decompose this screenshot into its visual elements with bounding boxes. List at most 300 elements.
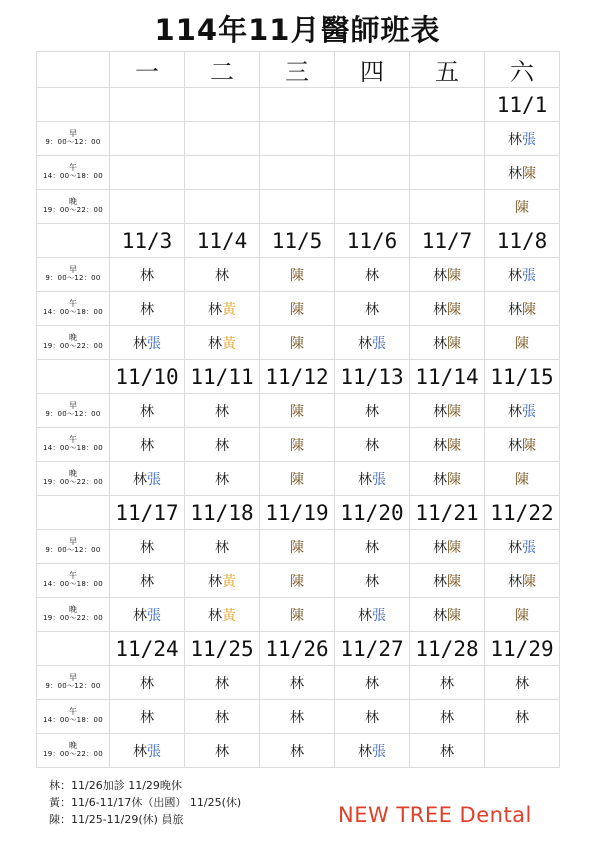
doctor-name: 林 [358,471,372,488]
date-row-label [37,360,110,394]
shift-label [37,564,110,598]
shift-row [37,428,560,462]
shift-cell [335,292,410,326]
shift-cell [260,428,335,462]
shift-cell [410,156,485,190]
doctor-name: 林 [133,335,147,352]
shift-name: 午 [69,299,77,309]
doctor-name: 陳 [290,471,304,488]
shift-cell [110,156,185,190]
shift-cell [485,122,560,156]
shift-cell [260,258,335,292]
shift-cell [110,462,185,496]
doctor-name: 林 [508,301,522,318]
shift-cell [110,122,185,156]
shift-row [37,258,560,292]
shift-cell [260,190,335,224]
date-cell: 11/20 [335,496,410,530]
doctor-name: 林 [433,573,447,590]
shift-cell [185,598,260,632]
doctor-name: 張 [522,539,536,556]
date-row [37,224,560,258]
shift-cell [410,122,485,156]
shift-name: 晚 [69,605,77,615]
doctor-name: 林 [140,709,154,726]
doctor-name: 陳 [447,437,461,454]
shift-cell [185,700,260,734]
doctor-name: 張 [372,471,386,488]
doctor-name: 陳 [447,471,461,488]
shift-cell [260,734,335,768]
date-cell: 11/6 [335,224,410,258]
doctor-name: 陳 [290,301,304,318]
shift-time: 19：00～22：00 [43,342,103,351]
shift-cell [185,258,260,292]
doctor-name: 林 [215,743,229,760]
doctor-name: 林 [440,743,454,760]
shift-cell [410,326,485,360]
doctor-name: 林 [208,607,222,624]
doctor-name: 林 [290,709,304,726]
shift-cell [110,258,185,292]
shift-cell [260,700,335,734]
shift-cell [185,666,260,700]
shift-cell [185,190,260,224]
shift-label [37,700,110,734]
shift-cell [410,700,485,734]
doctor-name: 黃 [222,573,236,590]
shift-cell [110,292,185,326]
shift-cell [110,734,185,768]
doctor-name: 陳 [522,165,536,182]
shift-row [37,292,560,326]
doctor-name: 林 [365,573,379,590]
shift-label [37,326,110,360]
shift-name: 晚 [69,741,77,751]
shift-cell [110,428,185,462]
shift-label [37,428,110,462]
date-cell: 11/4 [185,224,260,258]
date-row-label [37,496,110,530]
shift-label [37,190,110,224]
doctor-name: 陳 [447,539,461,556]
shift-row [37,326,560,360]
doctor-name: 林 [215,675,229,692]
shift-cell [185,394,260,428]
weekday-header: 六 [485,52,560,88]
shift-cell [260,598,335,632]
shift-time: 19：00～22：00 [43,206,103,215]
date-cell: 11/11 [185,360,260,394]
doctor-name: 陳 [290,573,304,590]
doctor-name: 林 [365,403,379,420]
shift-name: 午 [69,707,77,717]
shift-cell [335,394,410,428]
corner-cell [37,52,110,88]
doctor-name: 林 [140,301,154,318]
shift-time: 14：00～18：00 [43,172,103,181]
doctor-name: 陳 [290,539,304,556]
doctor-name: 林 [508,267,522,284]
doctor-name: 張 [522,267,536,284]
shift-time: 9：00～12：00 [45,138,101,147]
doctor-name: 林 [215,471,229,488]
doctor-name: 陳 [447,335,461,352]
shift-cell [335,530,410,564]
shift-cell [260,564,335,598]
shift-row [37,122,560,156]
doctor-name: 林 [290,675,304,692]
date-cell [410,88,485,122]
date-cell: 11/12 [260,360,335,394]
doctor-name: 黃 [222,335,236,352]
shift-cell [485,666,560,700]
shift-cell [260,326,335,360]
doctor-name: 林 [433,437,447,454]
weekday-header: 二 [185,52,260,88]
shift-cell [260,394,335,428]
shift-name: 早 [69,401,77,411]
doctor-name: 陳 [290,607,304,624]
shift-cell [485,394,560,428]
shift-cell [485,326,560,360]
weekday-header: 三 [260,52,335,88]
shift-time: 14：00～18：00 [43,444,103,453]
date-cell: 11/22 [485,496,560,530]
shift-name: 早 [69,673,77,683]
date-cell: 11/13 [335,360,410,394]
date-row [37,632,560,666]
page-title: 114年11月醫師班表 [154,13,441,47]
date-cell: 11/5 [260,224,335,258]
doctor-name: 林 [433,539,447,556]
shift-cell [185,428,260,462]
doctor-name: 張 [522,403,536,420]
shift-cell [185,122,260,156]
doctor-name: 林 [508,403,522,420]
date-cell: 11/28 [410,632,485,666]
date-cell: 11/18 [185,496,260,530]
shift-name: 晚 [69,333,77,343]
date-cell [185,88,260,122]
shift-cell [110,700,185,734]
shift-cell [485,156,560,190]
shift-label [37,292,110,326]
doctor-name: 林 [133,743,147,760]
date-cell: 11/27 [335,632,410,666]
shift-cell [335,666,410,700]
doctor-name: 林 [208,573,222,590]
doctor-name: 林 [140,437,154,454]
doctor-name: 林 [433,335,447,352]
shift-cell [335,258,410,292]
doctor-name: 林 [365,301,379,318]
shift-row [37,156,560,190]
note-lin: 林：11/26加診 11/29晚休 [49,779,182,792]
shift-cell [185,734,260,768]
doctor-name: 林 [508,165,522,182]
doctor-name: 陳 [522,573,536,590]
doctor-name: 張 [147,607,161,624]
date-cell: 11/14 [410,360,485,394]
shift-label [37,394,110,428]
shift-cell [410,292,485,326]
shift-name: 早 [69,537,77,547]
shift-time: 19：00～22：00 [43,478,103,487]
date-cell: 11/29 [485,632,560,666]
doctor-name: 黃 [222,301,236,318]
shift-time: 9：00～12：00 [45,410,101,419]
doctor-name: 林 [433,471,447,488]
shift-cell [110,564,185,598]
date-cell: 11/8 [485,224,560,258]
doctor-name: 林 [433,267,447,284]
doctor-name: 林 [208,335,222,352]
shift-time: 9：00～12：00 [45,682,101,691]
shift-cell [110,190,185,224]
doctor-name: 陳 [447,573,461,590]
doctor-name: 陳 [290,335,304,352]
doctor-name: 林 [433,607,447,624]
doctor-name: 林 [140,539,154,556]
shift-time: 19：00～22：00 [43,614,103,623]
note-chen: 陳：11/25-11/29(休) 員旅 [49,813,184,826]
shift-time: 9：00～12：00 [45,274,101,283]
date-row-label [37,632,110,666]
shift-cell [335,156,410,190]
shift-cell [410,530,485,564]
shift-row [37,462,560,496]
doctor-name: 林 [440,675,454,692]
shift-cell [410,666,485,700]
date-cell: 11/1 [485,88,560,122]
doctor-name: 林 [515,709,529,726]
shift-label [37,156,110,190]
doctor-name: 林 [508,437,522,454]
shift-cell [410,734,485,768]
date-cell [260,88,335,122]
brand-logo: NEW TREE Dental [338,803,532,827]
doctor-name: 林 [508,539,522,556]
shift-label [37,530,110,564]
doctor-name: 陳 [447,267,461,284]
shift-cell [485,462,560,496]
shift-cell [335,326,410,360]
date-cell: 11/7 [410,224,485,258]
doctor-name: 林 [365,437,379,454]
doctor-name: 林 [508,131,522,148]
shift-label [37,122,110,156]
date-row [37,496,560,530]
weekday-header-row [37,52,560,88]
shift-time: 19：00～22：00 [43,750,103,759]
doctor-name: 林 [215,267,229,284]
doctor-name: 陳 [515,607,529,624]
doctor-name: 陳 [522,437,536,454]
shift-cell [260,666,335,700]
shift-time: 14：00～18：00 [43,580,103,589]
weekday-header: 四 [335,52,410,88]
doctor-name: 黃 [222,607,236,624]
shift-cell [410,598,485,632]
doctor-name: 林 [515,675,529,692]
doctor-name: 林 [208,301,222,318]
schedule-table [36,51,560,768]
doctor-name: 林 [365,675,379,692]
doctor-name: 張 [147,743,161,760]
shift-name: 午 [69,435,77,445]
weekday-header: 一 [110,52,185,88]
shift-cell [260,530,335,564]
shift-cell [485,190,560,224]
shift-row [37,190,560,224]
shift-row [37,564,560,598]
shift-time: 9：00～12：00 [45,546,101,555]
shift-cell [260,156,335,190]
shift-label [37,462,110,496]
date-cell: 11/25 [185,632,260,666]
doctor-name: 張 [372,607,386,624]
doctor-name: 林 [365,539,379,556]
date-row [37,88,560,122]
doctor-name: 張 [522,131,536,148]
doctor-name: 林 [133,607,147,624]
doctor-name: 林 [215,539,229,556]
date-cell [335,88,410,122]
shift-row [37,394,560,428]
notes [49,777,241,828]
doctor-name: 陳 [290,403,304,420]
doctor-name: 林 [140,403,154,420]
shift-cell [485,734,560,768]
shift-name: 午 [69,571,77,581]
date-cell: 11/17 [110,496,185,530]
shift-cell [410,428,485,462]
shift-time: 14：00～18：00 [43,716,103,725]
shift-row [37,666,560,700]
doctor-name: 陳 [290,437,304,454]
shift-cell [185,462,260,496]
shift-cell [485,700,560,734]
shift-cell [335,428,410,462]
doctor-name: 陳 [447,607,461,624]
doctor-name: 陳 [290,267,304,284]
shift-cell [410,462,485,496]
date-row-label [37,88,110,122]
shift-label [37,734,110,768]
doctor-name: 陳 [447,403,461,420]
shift-name: 午 [69,163,77,173]
doctor-name: 張 [147,335,161,352]
doctor-name: 林 [358,335,372,352]
date-cell: 11/10 [110,360,185,394]
shift-cell [185,292,260,326]
doctor-name: 林 [358,743,372,760]
shift-cell [485,428,560,462]
shift-cell [335,734,410,768]
shift-cell [410,394,485,428]
date-row [37,360,560,394]
shift-cell [335,190,410,224]
shift-cell [185,156,260,190]
shift-cell [185,530,260,564]
shift-cell [110,326,185,360]
shift-cell [260,462,335,496]
date-cell [110,88,185,122]
shift-cell [185,326,260,360]
doctor-name: 林 [433,301,447,318]
shift-cell [485,530,560,564]
shift-cell [485,564,560,598]
doctor-name: 林 [358,607,372,624]
shift-cell [110,530,185,564]
doctor-name: 張 [147,471,161,488]
doctor-name: 林 [215,403,229,420]
shift-cell [485,258,560,292]
shift-name: 晚 [69,197,77,207]
doctor-name: 林 [365,267,379,284]
doctor-name: 陳 [515,471,529,488]
doctor-name: 林 [140,675,154,692]
shift-time: 14：00～18：00 [43,308,103,317]
shift-cell [335,122,410,156]
doctor-name: 林 [140,267,154,284]
shift-name: 早 [69,129,77,139]
doctor-name: 林 [215,437,229,454]
shift-cell [110,394,185,428]
date-row-label [37,224,110,258]
date-cell: 11/24 [110,632,185,666]
shift-cell [335,564,410,598]
date-cell: 11/3 [110,224,185,258]
shift-name: 早 [69,265,77,275]
shift-cell [260,122,335,156]
doctor-name: 林 [215,709,229,726]
shift-cell [410,258,485,292]
shift-cell [335,700,410,734]
shift-label [37,258,110,292]
shift-cell [260,292,335,326]
shift-cell [335,598,410,632]
shift-cell [410,190,485,224]
shift-cell [335,462,410,496]
shift-cell [110,598,185,632]
shift-name: 晚 [69,469,77,479]
date-cell: 11/26 [260,632,335,666]
doctor-name: 陳 [515,335,529,352]
doctor-name: 陳 [447,301,461,318]
shift-label [37,666,110,700]
doctor-name: 林 [133,471,147,488]
shift-row [37,700,560,734]
note-huang: 黃：11/6-11/17休（出國） 11/25(休) [49,796,242,809]
date-cell: 11/21 [410,496,485,530]
shift-label [37,598,110,632]
doctor-name: 張 [372,335,386,352]
doctor-name: 林 [290,743,304,760]
doctor-name: 林 [433,403,447,420]
doctor-name: 林 [440,709,454,726]
shift-row [37,530,560,564]
doctor-name: 陳 [522,301,536,318]
weekday-header: 五 [410,52,485,88]
shift-cell [410,564,485,598]
shift-cell [185,564,260,598]
shift-cell [485,598,560,632]
date-cell: 11/15 [485,360,560,394]
doctor-name: 張 [372,743,386,760]
doctor-name: 林 [508,573,522,590]
